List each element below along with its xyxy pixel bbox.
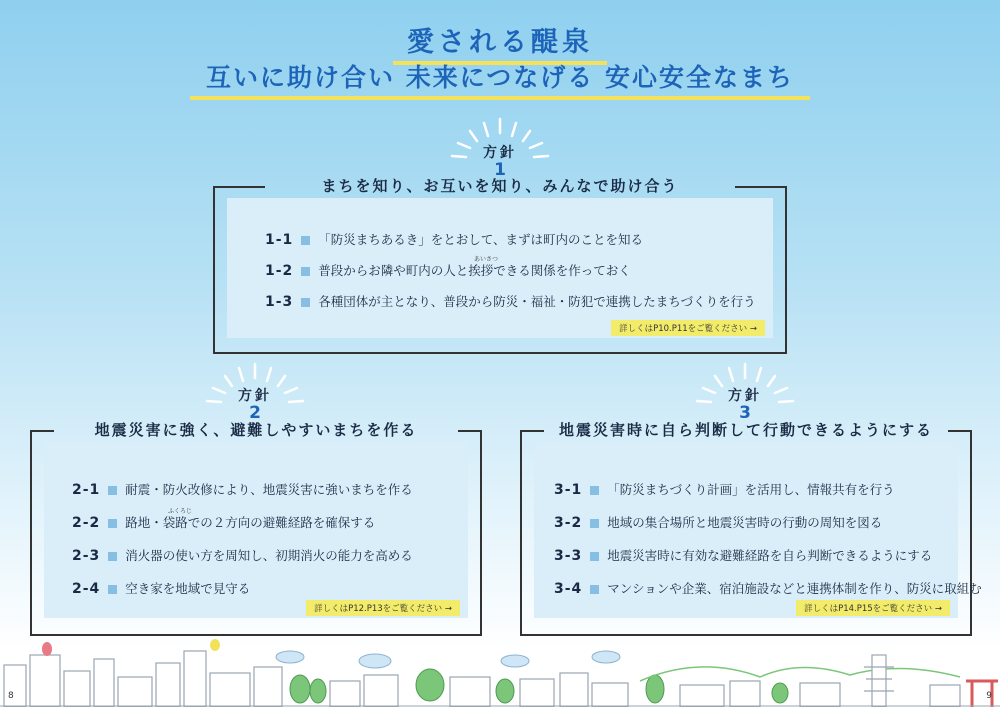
policy-1-page-note: 詳しくはP10.P11をご覧ください → <box>611 320 765 336</box>
policy-3-page-note: 詳しくはP14.P15をご覧ください → <box>796 600 950 616</box>
policy-3-panel <box>534 442 982 618</box>
policy-3-item-2: 3-2 地域の集合場所と地震災害時の行動の周知を図る <box>554 515 883 531</box>
policy-3-label: 方針 <box>728 388 762 404</box>
policy-1-number: 1 <box>494 160 506 180</box>
policy-2-page-note: 詳しくはP12.P13をご覧ください → <box>306 600 460 616</box>
header-slogan-row <box>0 58 1000 100</box>
page-number-right: 9 <box>986 691 992 701</box>
policy-3-item-3: 3-3 地震災害時に有効な避難経路を自ら判断できるようにする <box>554 548 933 564</box>
policy-2-title: 地震災害に強く、避難しやすいまちを作る <box>94 421 418 439</box>
policy-2-item-2-ruby: ふくろじ <box>168 508 193 515</box>
policy-1-item-3: 1-3 各種団体が主となり、普段から防災・福祉・防犯で連携したまちづくりを行う <box>265 294 756 310</box>
policy-3-item-1: 3-1 「防災まちづくり計画」を活用し、情報共有を行う <box>554 482 895 498</box>
page-number-left: 8 <box>8 691 14 701</box>
policy-3-frame <box>520 421 982 636</box>
policy-2-heading <box>205 385 305 421</box>
policy-2-item-1: 2-1 耐震・防火改修により、地震災害に強いまちを作る <box>72 482 413 498</box>
policy-1-frame <box>213 177 787 354</box>
town-skyline-illustration <box>0 637 1000 707</box>
policy-1-item-2: 1-2 普段からお隣や町内の人と挨拶できる関係を作っておく <box>265 263 631 279</box>
policy-1-item-2-ruby: あいさつ <box>474 256 499 263</box>
policy-2-item-3: 2-3 消火器の使い方を周知し、初期消火の能力を高める <box>72 548 413 564</box>
policy-3-item-4: 3-4 マンションや企業、宿泊施設などと連携体制を作り、防災に取組む <box>554 581 982 597</box>
policy-2-item-4: 2-4 空き家を地域で見守る <box>72 581 251 597</box>
policy-1-heading <box>450 142 550 178</box>
policy-2-number: 2 <box>249 403 261 423</box>
policy-2-frame <box>30 421 482 636</box>
policy-1-title: まちを知り、お互いを知り、みんなで助け合う <box>321 177 679 195</box>
policy-1-panel <box>227 198 773 338</box>
policy-2-panel <box>44 442 468 618</box>
header-slogan: 互いに助け合い 未来につなげる 安心安全なまち <box>190 58 810 100</box>
header-title: 愛される醍泉 <box>393 20 607 65</box>
policy-1-item-1: 1-1 「防災まちあるき」をとおして、まずは町内のことを知る <box>265 232 644 248</box>
policy-2-item-2: 2-2 路地・袋路での２方向の避難経路を確保する <box>72 515 376 531</box>
policy-3-number: 3 <box>739 403 751 423</box>
policy-2-label: 方針 <box>238 388 272 404</box>
policy-1-label: 方針 <box>483 145 517 161</box>
policy-3-heading <box>695 385 795 421</box>
policy-3-title: 地震災害時に自ら判断して行動できるようにする <box>558 421 933 439</box>
